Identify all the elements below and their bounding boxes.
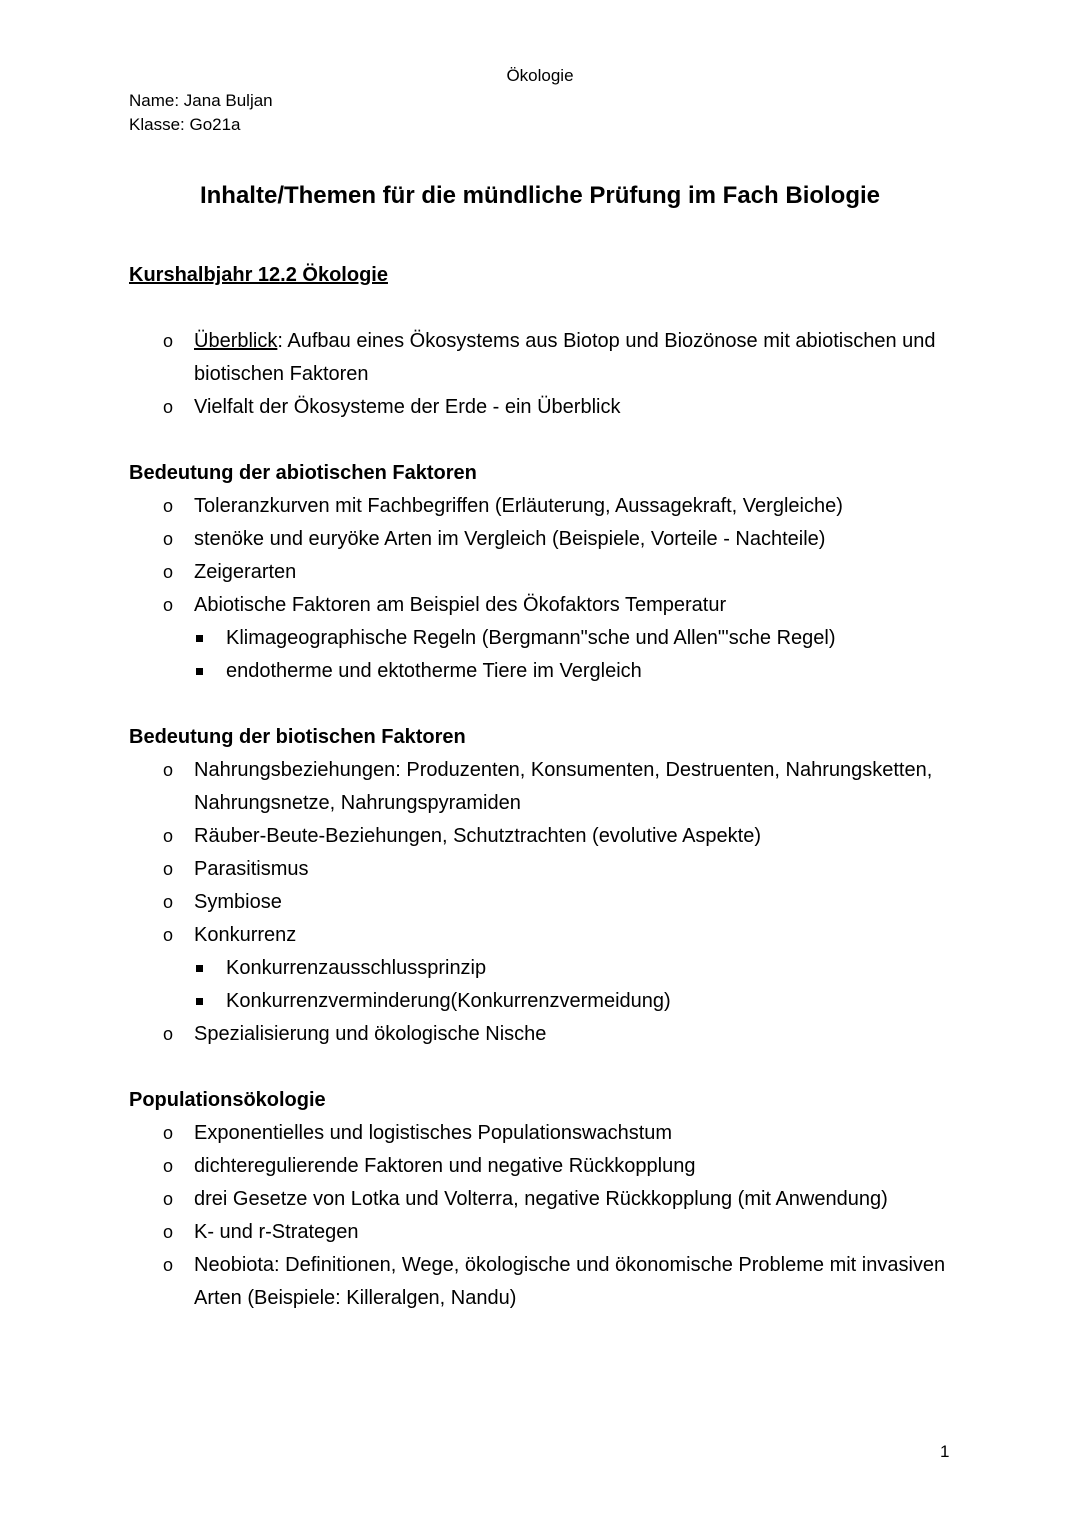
topic-item [129, 1183, 959, 1216]
topic-text: Symbiose [194, 891, 282, 913]
subtopic-list [129, 952, 959, 1018]
subtopic-text: Konkurrenzverminderung(Konkurrenzvermeidung) [226, 990, 671, 1012]
topic-list [129, 1117, 959, 1315]
subtopic-item [129, 622, 959, 655]
student-class: Klasse: Go21a [129, 115, 241, 134]
page-number: 1 [940, 1442, 950, 1461]
subtopic-text: endotherme und ektotherme Tiere im Vergleich [226, 660, 642, 682]
section-heading: Bedeutung der abiotischen Faktoren [129, 462, 477, 484]
circle-bullet-icon: o [163, 892, 174, 912]
subtopic-text: Klimageographische Regeln (Bergmann"sche und Allen"'sche Regel) [226, 627, 836, 649]
topic-text: Spezialisierung und ökologische Nische [194, 1023, 547, 1045]
topic-item [129, 1249, 959, 1315]
circle-bullet-icon: o [163, 1156, 174, 1176]
section-heading: Populationsökologie [129, 1089, 326, 1111]
circle-bullet-icon: o [163, 859, 174, 879]
student-name: Name: Jana Buljan [129, 91, 273, 110]
circle-bullet-icon: o [163, 1189, 174, 1209]
circle-bullet-icon: o [163, 1024, 174, 1044]
topic-text: dichteregulierende Faktoren und negative Rückkopplung [194, 1155, 696, 1177]
square-bullet-icon [196, 965, 203, 972]
topic-text: Konkurrenz [194, 924, 297, 946]
square-bullet-icon [196, 635, 203, 642]
topic-item [129, 886, 959, 919]
page-header-subject: Ökologie [506, 66, 574, 85]
topic-text: Räuber-Beute-Beziehungen, Schutztrachten (evolutive Aspekte) [194, 825, 762, 847]
topic-item [129, 523, 959, 556]
circle-bullet-icon: o [163, 1123, 174, 1143]
topic-text: Vielfalt der Ökosysteme der Erde - ein Überblick [194, 396, 621, 418]
section-heading: Kurshalbjahr 12.2 Ökologie [129, 264, 388, 286]
topic-text: Parasitismus [194, 858, 309, 880]
section-heading: Bedeutung der biotischen Faktoren [129, 726, 466, 748]
circle-bullet-icon: o [163, 331, 174, 351]
topic-item [129, 853, 959, 886]
circle-bullet-icon: o [163, 1222, 174, 1242]
circle-bullet-icon: o [163, 595, 174, 615]
topic-text: drei Gesetze von Lotka und Volterra, negative Rückkopplung (mit Anwendung) [194, 1188, 888, 1210]
circle-bullet-icon: o [163, 397, 174, 417]
topic-text: Toleranzkurven mit Fachbegriffen (Erläuterung, Aussagekraft, Vergleiche) [194, 495, 843, 517]
topic-list [129, 1018, 959, 1051]
topic-list [129, 754, 959, 952]
circle-bullet-icon: o [163, 562, 174, 582]
topic-term: Überblick [194, 330, 278, 352]
student-info [129, 89, 273, 137]
document-title: Inhalte/Themen für die mündliche Prüfung im Fach Biologie [199, 182, 881, 209]
subtopic-item [129, 952, 959, 985]
topic-item [129, 589, 959, 622]
topic-item [129, 490, 959, 523]
topic-text: Neobiota: Definitionen, Wege, ökologische und ökonomische Probleme mit invasiven Arten (Beispiele: Killeralgen, Nandu) [194, 1254, 946, 1309]
topic-item [129, 391, 959, 424]
square-bullet-icon [196, 668, 203, 675]
topic-text: stenöke und euryöke Arten im Vergleich (Beispiele, Vorteile - Nachteile) [194, 528, 826, 550]
topic-item [129, 1216, 959, 1249]
document-content [129, 259, 959, 1315]
subtopic-text: Konkurrenzausschlussprinzip [226, 957, 487, 979]
topic-text: K- und r-Strategen [194, 1221, 359, 1243]
topic-text: Exponentielles und logistisches Populationswachstum [194, 1122, 673, 1144]
circle-bullet-icon: o [163, 1255, 174, 1275]
topic-item [129, 1117, 959, 1150]
circle-bullet-icon: o [163, 760, 174, 780]
topic-text: Nahrungsbeziehungen: Produzenten, Konsumenten, Destruenten, Nahrungsketten, Nahrungsnetze, Nahrungspyramiden [194, 759, 933, 814]
circle-bullet-icon: o [163, 496, 174, 516]
topic-item [129, 754, 959, 820]
topic-item [129, 556, 959, 589]
topic-item [129, 1150, 959, 1183]
topic-item [129, 325, 959, 391]
square-bullet-icon [196, 998, 203, 1005]
topic-text: : Aufbau eines Ökosystems aus Biotop und Biozönose mit abiotischen und biotischen Faktoren [194, 330, 936, 385]
topic-list [129, 325, 959, 424]
circle-bullet-icon: o [163, 529, 174, 549]
subtopic-item [129, 655, 959, 688]
subtopic-list [129, 622, 959, 688]
topic-list [129, 490, 959, 622]
topic-text: Abiotische Faktoren am Beispiel des Ökofaktors Temperatur [194, 594, 727, 616]
circle-bullet-icon: o [163, 925, 174, 945]
topic-item [129, 1018, 959, 1051]
topic-item [129, 820, 959, 853]
topic-text: Zeigerarten [194, 561, 297, 583]
topic-item [129, 919, 959, 952]
subtopic-item [129, 985, 959, 1018]
circle-bullet-icon: o [163, 826, 174, 846]
